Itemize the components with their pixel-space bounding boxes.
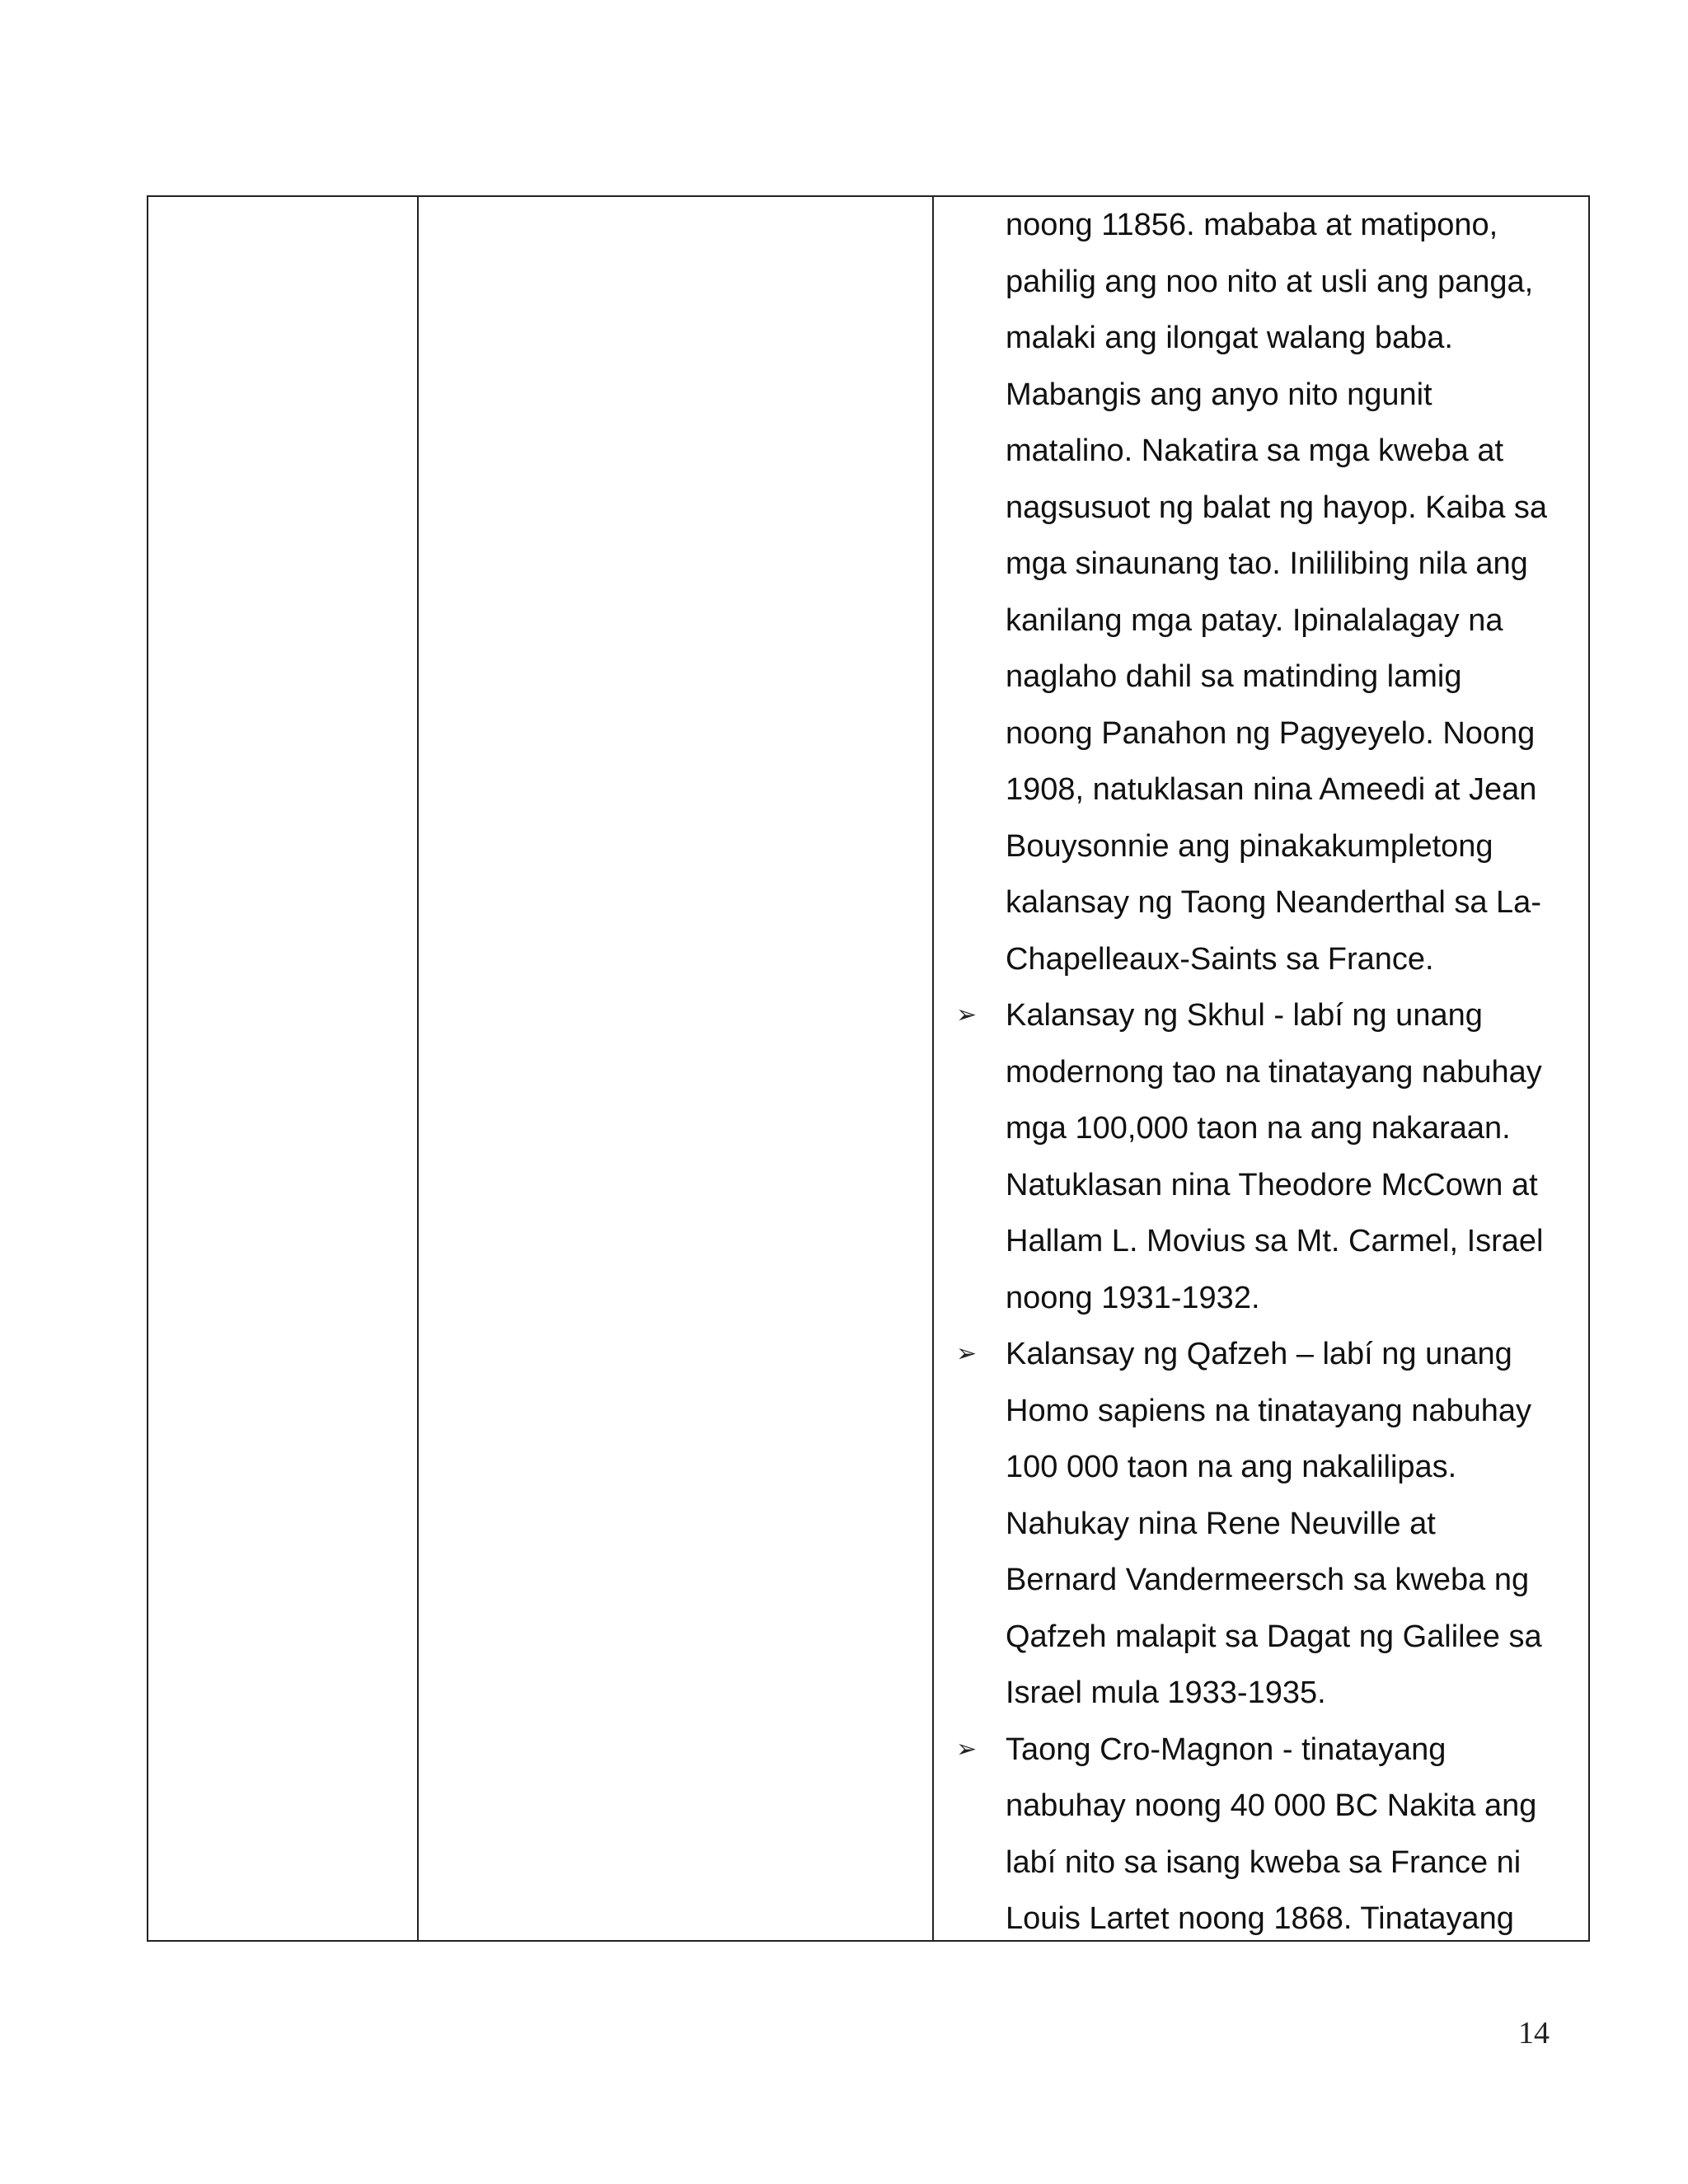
text-line: nabuhay noong 40 000 BC Nakita ang	[1006, 1788, 1537, 1823]
text-line: Qafzeh malapit sa Dagat ng Galilee sa	[1006, 1619, 1542, 1654]
text-line: labí nito sa isang kweba sa France ni	[1006, 1844, 1522, 1880]
text-line: mga 100,000 taon na ang nakaraan.	[1006, 1111, 1511, 1146]
arrow-bullet-icon: ➢	[956, 1001, 978, 1029]
text-line: Nahukay nina Rene Neuville at	[1006, 1506, 1436, 1541]
text-line: Israel mula 1933-1935.	[1006, 1675, 1326, 1710]
bullet-item-qafzeh	[956, 1326, 1582, 1722]
text-line: modernong tao na tinatayang nabuhay	[1006, 1054, 1542, 1090]
bullet-item-skhul	[956, 987, 1582, 1326]
text-line: noong 11856. mababa at matipono,	[1006, 208, 1498, 242]
text-line: Louis Lartet noong 1868. Tinatayang	[1006, 1901, 1514, 1936]
text-line: kanilang mga patay. Ipinalalagay na	[1006, 602, 1503, 638]
content-table	[147, 195, 1590, 1942]
text-line: noong Panahon ng Pagyeyelo. Noong	[1006, 715, 1536, 751]
text-line: matalino. Nakatira sa mga kweba at	[1006, 434, 1504, 468]
text-line	[956, 1326, 1582, 1383]
arrow-bullet-icon: ➢	[956, 1735, 978, 1763]
text-line	[956, 1722, 1582, 1779]
table-cell-column-3	[956, 197, 1582, 1947]
column-divider-1	[417, 197, 419, 1940]
text-line: noong 1931-1932.	[1006, 1280, 1260, 1315]
bullet-text: Kalansay ng Skhul - labí ng unang	[1006, 998, 1483, 1033]
text-line: pahilig ang noo nito at usli ang panga,	[1006, 264, 1534, 299]
text-line: Bouysonnie ang pinakakumpletong	[1006, 828, 1493, 864]
text-line: malaki ang ilongat walang baba.	[1006, 321, 1453, 355]
text-line: naglaho dahil sa matinding lamig	[1006, 659, 1462, 694]
bullet-text: Kalansay ng Qafzeh – labí ng unang	[1006, 1337, 1512, 1371]
text-line	[956, 987, 1582, 1044]
text-line: nagsusuot ng balat ng hayop. Kaiba sa	[1006, 490, 1548, 525]
text-line: mga sinaunang tao. Inililibing nila ang	[1006, 546, 1528, 581]
text-line: 1908, natuklasan nina Ameedi at Jean	[1006, 772, 1537, 807]
column-divider-2	[932, 197, 934, 1940]
bullet-item-cro-magnon	[956, 1722, 1582, 1947]
arrow-bullet-icon: ➢	[956, 1340, 978, 1367]
continuation-paragraph	[1006, 197, 1582, 987]
text-line: Natuklasan nina Theodore McCown at	[1006, 1167, 1538, 1202]
page-number: 14	[1518, 2016, 1550, 2050]
text-line: Chapelleaux-Saints sa France.	[1006, 941, 1434, 977]
bullet-text: Taong Cro-Magnon - tinatayang	[1006, 1732, 1447, 1767]
text-line: kalansay ng Taong Neanderthal sa La-	[1006, 885, 1541, 920]
text-line: Mabangis ang anyo nito ngunit	[1006, 377, 1432, 412]
text-line: Bernard Vandermeersch sa kweba ng	[1006, 1563, 1530, 1597]
text-line: Homo sapiens na tinatayang nabuhay	[1006, 1393, 1532, 1428]
text-line: Hallam L. Movius sa Mt. Carmel, Israel	[1006, 1224, 1544, 1258]
text-line: 100 000 taon na ang nakalilipas.	[1006, 1450, 1457, 1484]
